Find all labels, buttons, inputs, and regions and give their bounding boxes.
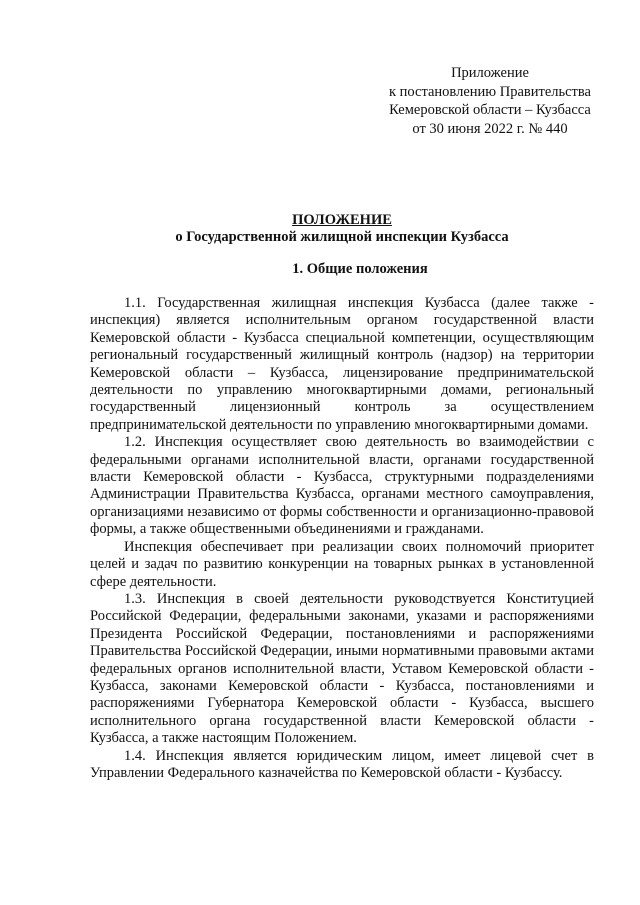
section-heading: 1. Общие положения bbox=[292, 261, 428, 277]
appendix-label: Приложение bbox=[451, 65, 529, 81]
appendix-block bbox=[360, 64, 620, 138]
paragraph-1-3: 1.3. Инспекция в своей деятельности руководствуется Конституцией Российской Федерации, федеральными законами, указами и распоряжениями Президента Российской Федерации, постановлениями и распоряжениями Правительства Российской Федерации, иными нормативными правовыми актами федеральных органов исполнительной власти, Уставом Кемеровской области - Кузбасса, законами Кемеровской области - Кузбасса, постановлениями и распоряжениями Губернатора Кемеровской области - Кузбасса, высшего исполнительного органа государственной власти Кемеровской области - Кузбасса, а также настоящим Положением. bbox=[90, 590, 594, 747]
paragraph-1-1: 1.1. Государственная жилищная инспекция Кузбасса (далее также - инспекция) является исполнительным органом государственной власти Кемеровской области - Кузбасса специальной компетенции, осуществляющим региональный государственный жилищный контроль (надзор) на территории Кемеровской области – Кузбасса, лицензирование предпринимательской деятельности по управлению многоквартирными домами, региональный государственный лицензионный контроль за осуществлением предпринимательской деятельности по управлению многоквартирными домами. bbox=[90, 295, 594, 433]
paragraph-1-2: 1.2. Инспекция осуществляет свою деятельность во взаимодействии с федеральными органами исполнительной власти, органами государственной власти Кемеровской области - Кузбасса, структурными подразделениями Администрации Правительства Кузбасса, органами местного самоуправления, организациями независимо от формы собственности и организационно-правовой формы, а также общественными объединениями и гражданами. bbox=[90, 434, 594, 538]
appendix-region: Кемеровской области – Кузбасса bbox=[389, 102, 591, 118]
document-body bbox=[90, 295, 594, 782]
paragraph-1-4: 1.4. Инспекция является юридическим лицом, имеет лицевой счет в Управлении Федерального казначейства по Кемеровской области - Кузбассу. bbox=[90, 747, 594, 781]
document-title-subtitle: о Государственной жилищной инспекции Кузбасса bbox=[175, 228, 509, 245]
document-title-main: ПОЛОЖЕНИЕ bbox=[292, 212, 392, 228]
document-title bbox=[90, 212, 594, 245]
appendix-resolution-ref: к постановлению Правительства bbox=[389, 83, 591, 100]
appendix-date-number: от 30 июня 2022 г. № 440 bbox=[412, 120, 568, 137]
paragraph-priority: Инспекция обеспечивает при реализации своих полномочий приоритет целей и задач по развитию конкуренции на товарных рынках в установленной сфере деятельности. bbox=[90, 538, 594, 590]
